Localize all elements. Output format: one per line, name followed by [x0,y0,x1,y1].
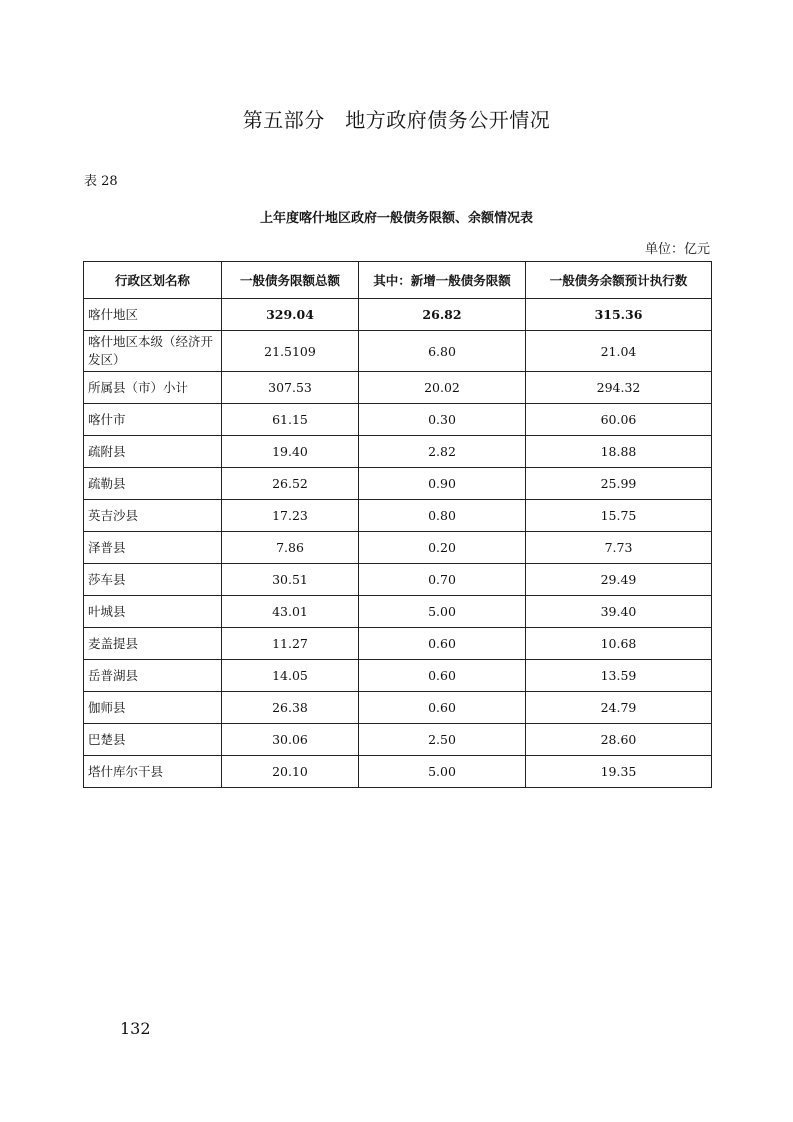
page-number: 132 [120,1019,151,1038]
total-limit-cell: 19.40 [222,436,359,468]
table-row [84,331,712,372]
balance-cell: 15.75 [526,500,712,532]
table-row [84,692,712,724]
table-row [84,404,712,436]
balance-cell: 315.36 [526,299,712,331]
total-limit-cell: 14.05 [222,660,359,692]
region-name: 麦盖提县 [84,628,222,660]
balance-cell: 25.99 [526,468,712,500]
new-limit-cell: 20.02 [359,372,526,404]
total-limit-cell: 26.38 [222,692,359,724]
total-limit-cell: 17.23 [222,500,359,532]
total-limit-cell: 30.06 [222,724,359,756]
table-row [84,532,712,564]
table-row [84,596,712,628]
section-title: 第五部分 地方政府债务公开情况 [242,108,551,132]
balance-cell: 24.79 [526,692,712,724]
table-row [84,660,712,692]
unit-label: 单位：亿元 [644,242,710,257]
column-header-region: 行政区划名称 [84,262,222,299]
region-name: 塔什库尔干县 [84,756,222,788]
total-limit-cell: 43.01 [222,596,359,628]
total-limit-cell: 7.86 [222,532,359,564]
region-name: 喀什市 [84,404,222,436]
new-limit-cell: 0.90 [359,468,526,500]
table-row [84,724,712,756]
region-name: 岳普湖县 [84,660,222,692]
table-row [84,756,712,788]
new-limit-cell: 0.60 [359,660,526,692]
table-row [84,628,712,660]
table-row [84,299,712,331]
balance-cell: 7.73 [526,532,712,564]
region-name: 喀什地区 [84,299,222,331]
new-limit-cell: 5.00 [359,756,526,788]
table-row [84,468,712,500]
new-limit-cell: 26.82 [359,299,526,331]
new-limit-cell: 2.50 [359,724,526,756]
new-limit-cell: 6.80 [359,331,526,372]
new-limit-cell: 2.82 [359,436,526,468]
region-name: 所属县（市）小计 [84,372,222,404]
balance-cell: 18.88 [526,436,712,468]
region-name: 叶城县 [84,596,222,628]
total-limit-cell: 61.15 [222,404,359,436]
total-limit-cell: 329.04 [222,299,359,331]
region-name: 疏勒县 [84,468,222,500]
balance-cell: 19.35 [526,756,712,788]
column-header-new-limit: 其中：新增一般债务限额 [359,262,526,299]
table-header-row [84,262,712,299]
total-limit-cell: 11.27 [222,628,359,660]
balance-cell: 21.04 [526,331,712,372]
column-header-balance: 一般债务余额预计执行数 [526,262,712,299]
table-number: 表 28 [84,174,118,189]
new-limit-cell: 0.60 [359,628,526,660]
balance-cell: 60.06 [526,404,712,436]
new-limit-cell: 0.70 [359,564,526,596]
total-limit-cell: 26.52 [222,468,359,500]
region-name: 喀什地区本级（经济开发区） [84,331,222,372]
table-title: 上年度喀什地区政府一般债务限额、余额情况表 [259,211,533,226]
table-row [84,436,712,468]
balance-cell: 28.60 [526,724,712,756]
debt-table [83,261,712,788]
table-row [84,564,712,596]
new-limit-cell: 0.60 [359,692,526,724]
region-name: 英吉沙县 [84,500,222,532]
balance-cell: 29.49 [526,564,712,596]
new-limit-cell: 5.00 [359,596,526,628]
new-limit-cell: 0.80 [359,500,526,532]
table-row [84,372,712,404]
new-limit-cell: 0.20 [359,532,526,564]
region-name: 疏附县 [84,436,222,468]
total-limit-cell: 20.10 [222,756,359,788]
balance-cell: 13.59 [526,660,712,692]
balance-cell: 294.32 [526,372,712,404]
region-name: 莎车县 [84,564,222,596]
total-limit-cell: 30.51 [222,564,359,596]
table-row [84,500,712,532]
total-limit-cell: 21.5109 [222,331,359,372]
balance-cell: 10.68 [526,628,712,660]
new-limit-cell: 0.30 [359,404,526,436]
total-limit-cell: 307.53 [222,372,359,404]
balance-cell: 39.40 [526,596,712,628]
region-name: 伽师县 [84,692,222,724]
column-header-total-limit: 一般债务限额总额 [222,262,359,299]
region-name: 泽普县 [84,532,222,564]
region-name: 巴楚县 [84,724,222,756]
